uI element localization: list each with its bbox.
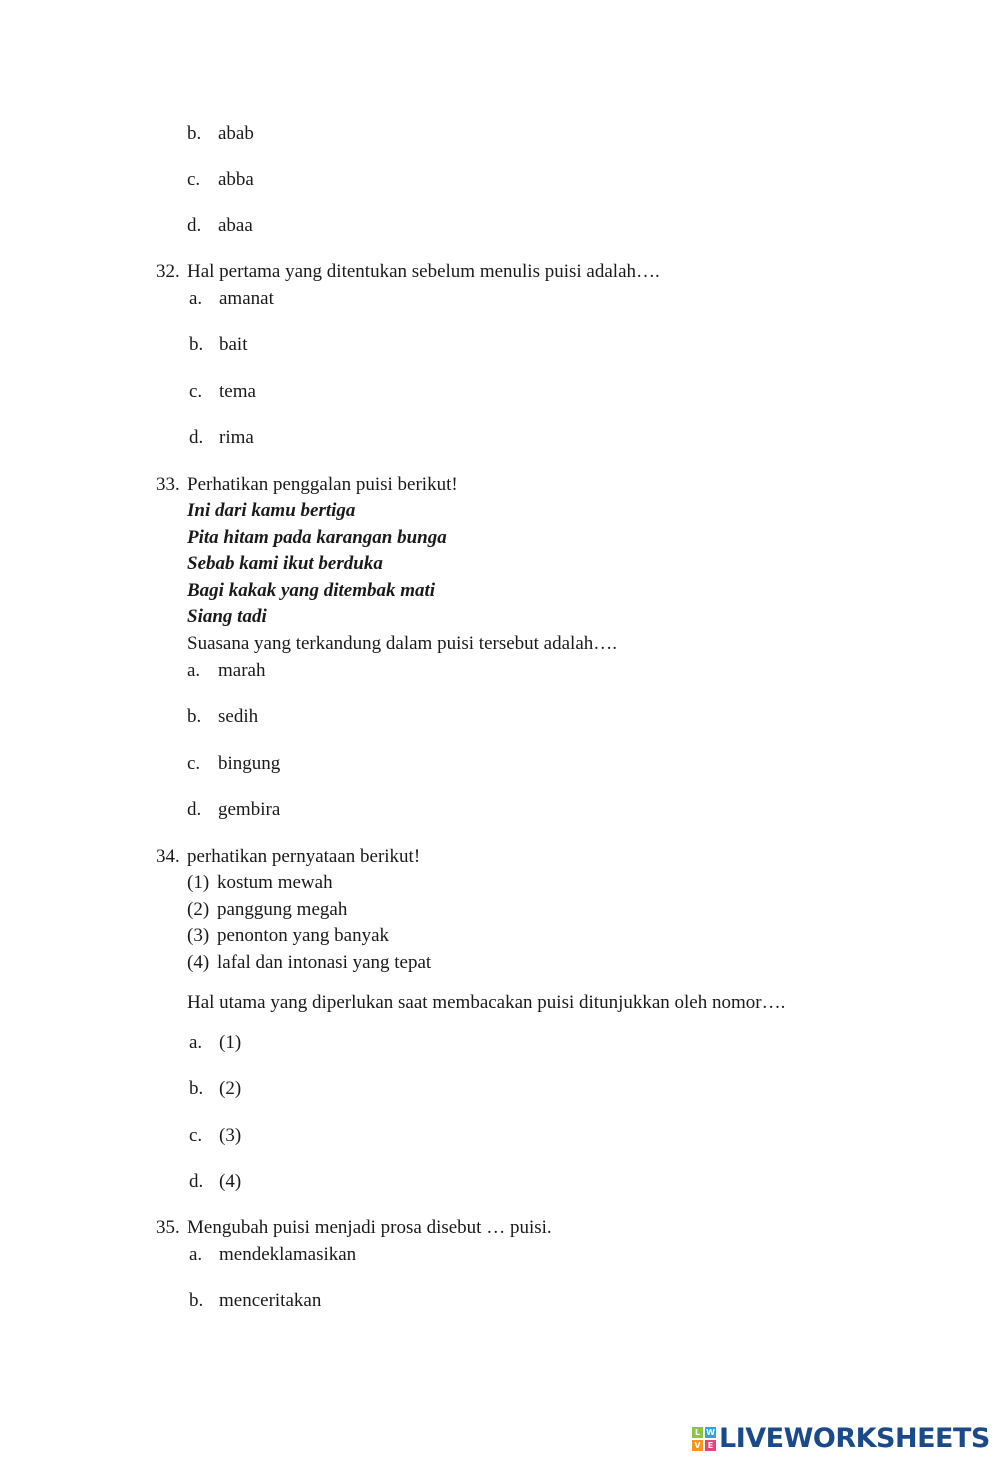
q34-option-a[interactable] [189,1031,242,1055]
option-letter: a. [189,1244,203,1265]
option-text: amanat [219,288,274,309]
q35-option-a[interactable] [189,1243,357,1267]
option-letter: c. [187,753,201,774]
option-text: menceritakan [219,1290,322,1311]
q33-prompt: Suasana yang terkandung dalam puisi tersebut adalah…. [187,633,618,654]
option-letter: d. [187,799,202,820]
q31-option-c[interactable] [187,168,254,192]
logo-mark-tile: E [705,1440,716,1451]
statement-number: (1) [187,872,210,893]
q34-option-d[interactable] [189,1170,242,1194]
statement-number: (3) [187,925,210,946]
option-text: gembira [218,799,281,820]
option-letter: b. [189,1290,204,1311]
option-text: tema [219,381,256,402]
option-text: bait [219,334,248,355]
option-letter: a. [189,288,203,309]
q34-option-c[interactable] [189,1124,242,1148]
q31-option-d[interactable] [187,214,253,238]
logo-mark-tile: W [706,1428,715,1437]
option-letter: d. [187,215,202,236]
statement-number: (2) [187,899,210,920]
q32-option-a[interactable] [189,287,274,311]
statement-text: panggung megah [217,899,348,920]
option-letter: a. [189,1032,203,1053]
q32-number: 32. [156,261,180,282]
option-letter: d. [189,1171,204,1192]
q32-option-d[interactable] [189,426,254,450]
option-letter: b. [187,706,202,727]
q34-statement-1 [187,871,333,895]
q35-option-b[interactable] [189,1289,322,1313]
statement-number: (4) [187,952,210,973]
q35-number: 35. [156,1217,180,1238]
option-text: rima [219,427,254,448]
q33-option-a[interactable] [187,659,266,683]
option-text: abaa [218,215,253,236]
option-letter: c. [187,169,201,190]
q34-option-b[interactable] [189,1077,242,1101]
q34-question: perhatikan pernyataan berikut! [187,846,421,867]
option-letter: c. [189,381,203,402]
option-text: bingung [218,753,281,774]
q33-number: 33. [156,474,180,495]
q33-poem-line-5: Siang tadi [187,606,267,627]
q33-question: Perhatikan penggalan puisi berikut! [187,474,458,495]
q32-option-c[interactable] [189,380,256,404]
option-text: sedih [218,706,259,727]
option-text: (3) [219,1125,242,1146]
q33-option-b[interactable] [187,705,259,729]
statement-text: kostum mewah [217,872,333,893]
option-text: (2) [219,1078,242,1099]
option-letter: b. [189,334,204,355]
logo-mark-tile: L [692,1427,703,1438]
statement-text: penonton yang banyak [217,925,390,946]
q33-option-d[interactable] [187,798,281,822]
logo-text: LIVEWORKSHEETS [719,1423,990,1454]
q32-option-b[interactable] [189,333,248,357]
option-letter: c. [189,1125,203,1146]
option-text: (4) [219,1171,242,1192]
q35-question: Mengubah puisi menjadi prosa disebut … puisi. [187,1217,552,1238]
option-text: (1) [219,1032,242,1053]
q34-prompt: Hal utama yang diperlukan saat membacakan puisi ditunjukkan oleh nomor…. [187,992,786,1013]
q33-poem-line-1: Ini dari kamu bertiga [187,500,356,521]
option-letter: b. [187,123,202,144]
q33-poem-line-4: Bagi kakak yang ditembak mati [187,580,436,601]
option-text: mendeklamasikan [219,1244,357,1265]
q33-option-c[interactable] [187,752,281,776]
option-text: marah [218,660,266,681]
logo-mark-icon [692,1427,716,1451]
option-text: abab [218,123,254,144]
q31-option-b[interactable] [187,122,254,146]
q33-poem-line-2: Pita hitam pada karangan bunga [187,527,447,548]
option-text: abba [218,169,254,190]
option-letter: d. [189,427,204,448]
option-letter: b. [189,1078,204,1099]
q34-statement-2 [187,898,348,922]
statement-text: lafal dan intonasi yang tepat [217,952,432,973]
q34-statement-4 [187,951,432,975]
q34-statement-3 [187,924,390,948]
logo-mark-tile: V [692,1440,703,1451]
q34-number: 34. [156,846,180,867]
option-letter: a. [187,660,201,681]
liveworksheets-logo[interactable] [692,1424,990,1454]
q33-poem-line-3: Sebab kami ikut berduka [187,553,383,574]
q32-question: Hal pertama yang ditentukan sebelum menulis puisi adalah…. [187,261,660,282]
